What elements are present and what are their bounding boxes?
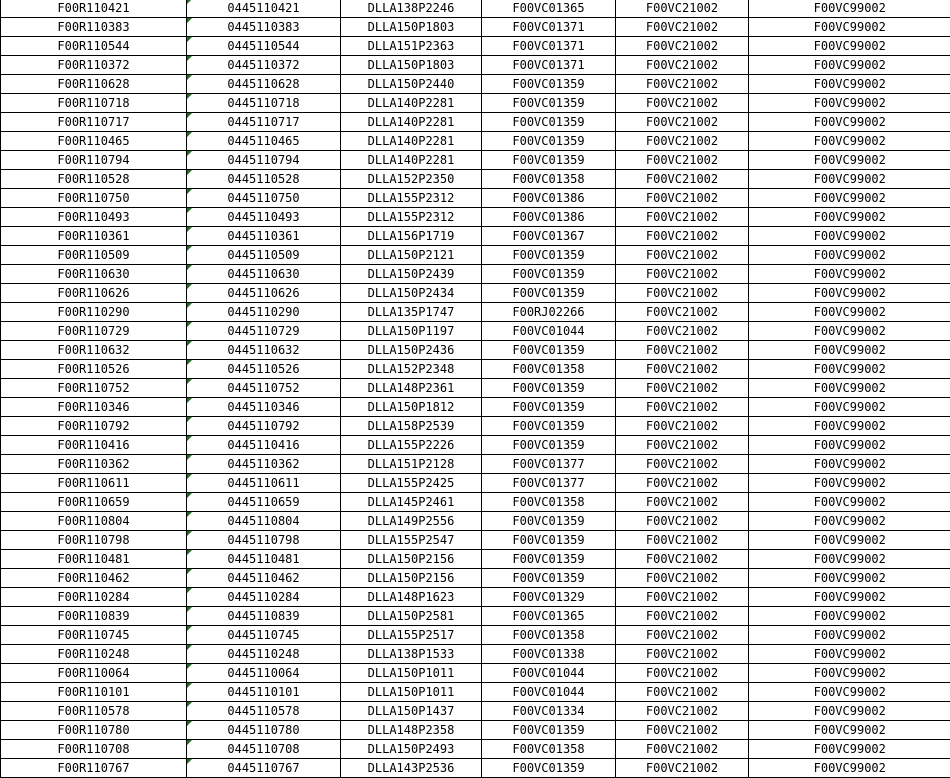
cell-injector-code[interactable]: 0445110708 [187, 740, 341, 759]
cell-kit-code[interactable]: F00VC99002 [749, 607, 950, 626]
cell-nozzle-assembly-code[interactable]: F00R110383 [1, 18, 187, 37]
cell-valve-body-code[interactable]: F00VC21002 [616, 474, 749, 493]
table-row [1, 512, 950, 531]
cell-injector-code[interactable]: 0445110750 [187, 189, 341, 208]
cell-injector-code[interactable]: 0445110481 [187, 550, 341, 569]
cell-kit-code[interactable]: F00VC99002 [749, 246, 950, 265]
table-row [1, 56, 950, 75]
cell-kit-code[interactable]: F00VC99002 [749, 455, 950, 474]
cell-kit-code[interactable]: F00VC99002 [749, 531, 950, 550]
cell-nozzle-code[interactable]: DLLA138P1533 [341, 645, 482, 664]
cell-nozzle-assembly-code[interactable]: F00R110465 [1, 132, 187, 151]
cell-nozzle-assembly-code[interactable]: F00R110346 [1, 398, 187, 417]
spreadsheet-body [1, 0, 950, 778]
cell-nozzle-assembly-code[interactable]: F00R110839 [1, 607, 187, 626]
cell-kit-code[interactable]: F00VC99002 [749, 569, 950, 588]
cell-injector-code[interactable]: 0445110745 [187, 626, 341, 645]
cell-kit-code[interactable]: F00VC99002 [749, 37, 950, 56]
cell-kit-code[interactable]: F00VC99002 [749, 265, 950, 284]
cell-valve-code[interactable]: F00RJ02266 [482, 303, 616, 322]
cell-nozzle-code[interactable]: DLLA150P1812 [341, 398, 482, 417]
cell-nozzle-code[interactable]: DLLA148P2361 [341, 379, 482, 398]
cell-nozzle-assembly-code[interactable]: F00R110752 [1, 379, 187, 398]
cell-injector-code[interactable]: 0445110767 [187, 759, 341, 778]
cell-valve-code[interactable]: F00VC01358 [482, 740, 616, 759]
cell-injector-code[interactable]: 0445110804 [187, 512, 341, 531]
cell-kit-code[interactable]: F00VC99002 [749, 208, 950, 227]
cell-valve-body-code[interactable]: F00VC21002 [616, 702, 749, 721]
cell-injector-code[interactable]: 0445110383 [187, 18, 341, 37]
cell-nozzle-code[interactable]: DLLA156P1719 [341, 227, 482, 246]
cell-valve-body-code[interactable]: F00VC21002 [616, 759, 749, 778]
cell-valve-body-code[interactable]: F00VC21002 [616, 151, 749, 170]
cell-nozzle-assembly-code[interactable]: F00R110628 [1, 75, 187, 94]
cell-valve-body-code[interactable]: F00VC21002 [616, 189, 749, 208]
cell-kit-code[interactable]: F00VC99002 [749, 0, 950, 18]
cell-valve-body-code[interactable]: F00VC21002 [616, 37, 749, 56]
cell-kit-code[interactable]: F00VC99002 [749, 303, 950, 322]
cell-valve-code[interactable]: F00VC01359 [482, 75, 616, 94]
cell-injector-code[interactable]: 0445110544 [187, 37, 341, 56]
cell-nozzle-code[interactable]: DLLA150P2440 [341, 75, 482, 94]
cell-injector-code[interactable]: 0445110611 [187, 474, 341, 493]
cell-valve-code[interactable]: F00VC01358 [482, 493, 616, 512]
cell-nozzle-code[interactable]: DLLA150P2121 [341, 246, 482, 265]
table-row [1, 37, 950, 56]
cell-valve-code[interactable]: F00VC01386 [482, 208, 616, 227]
table-row [1, 341, 950, 360]
cell-valve-code[interactable]: F00VC01371 [482, 37, 616, 56]
cell-nozzle-code[interactable]: DLLA155P2517 [341, 626, 482, 645]
table-row [1, 303, 950, 322]
table-row [1, 94, 950, 113]
cell-injector-code[interactable]: 0445110628 [187, 75, 341, 94]
table-row [1, 721, 950, 740]
cell-injector-code[interactable]: 0445110284 [187, 588, 341, 607]
cell-injector-code[interactable]: 0445110526 [187, 360, 341, 379]
table-row [1, 189, 950, 208]
table-row [1, 360, 950, 379]
cell-nozzle-code[interactable]: DLLA155P2425 [341, 474, 482, 493]
cell-valve-code[interactable]: F00VC01358 [482, 170, 616, 189]
table-row [1, 208, 950, 227]
cell-nozzle-assembly-code[interactable]: F00R110421 [1, 0, 187, 18]
cell-valve-code[interactable]: F00VC01359 [482, 113, 616, 132]
table-row [1, 265, 950, 284]
cell-nozzle-assembly-code[interactable]: F00R110101 [1, 683, 187, 702]
cell-kit-code[interactable]: F00VC99002 [749, 474, 950, 493]
table-row [1, 132, 950, 151]
cell-valve-body-code[interactable]: F00VC21002 [616, 588, 749, 607]
cell-kit-code[interactable]: F00VC99002 [749, 18, 950, 37]
cell-nozzle-assembly-code[interactable]: F00R110248 [1, 645, 187, 664]
cell-valve-code[interactable]: F00VC01044 [482, 664, 616, 683]
cell-valve-body-code[interactable]: F00VC21002 [616, 284, 749, 303]
cell-kit-code[interactable]: F00VC99002 [749, 398, 950, 417]
cell-kit-code[interactable]: F00VC99002 [749, 284, 950, 303]
cell-nozzle-assembly-code[interactable]: F00R110611 [1, 474, 187, 493]
cell-nozzle-assembly-code[interactable]: F00R110659 [1, 493, 187, 512]
table-row [1, 626, 950, 645]
cell-injector-code[interactable]: 0445110248 [187, 645, 341, 664]
cell-nozzle-code[interactable]: DLLA149P2556 [341, 512, 482, 531]
cell-valve-body-code[interactable]: F00VC21002 [616, 18, 749, 37]
cell-valve-code[interactable]: F00VC01359 [482, 417, 616, 436]
cell-kit-code[interactable]: F00VC99002 [749, 740, 950, 759]
cell-valve-body-code[interactable]: F00VC21002 [616, 322, 749, 341]
cell-nozzle-assembly-code[interactable]: F00R110632 [1, 341, 187, 360]
cell-valve-body-code[interactable]: F00VC21002 [616, 607, 749, 626]
cell-valve-body-code[interactable]: F00VC21002 [616, 569, 749, 588]
cell-nozzle-code[interactable]: DLLA135P1747 [341, 303, 482, 322]
cell-valve-code[interactable]: F00VC01044 [482, 683, 616, 702]
cell-nozzle-assembly-code[interactable]: F00R110284 [1, 588, 187, 607]
cell-nozzle-code[interactable]: DLLA150P1803 [341, 18, 482, 37]
cell-nozzle-code[interactable]: DLLA155P2226 [341, 436, 482, 455]
cell-valve-code[interactable]: F00VC01359 [482, 512, 616, 531]
table-row [1, 227, 950, 246]
cell-kit-code[interactable]: F00VC99002 [749, 683, 950, 702]
cell-nozzle-assembly-code[interactable]: F00R110526 [1, 360, 187, 379]
cell-nozzle-assembly-code[interactable]: F00R110717 [1, 113, 187, 132]
table-row [1, 398, 950, 417]
table-row [1, 607, 950, 626]
cell-kit-code[interactable]: F00VC99002 [749, 360, 950, 379]
table-row [1, 113, 950, 132]
cell-nozzle-assembly-code[interactable]: F00R110767 [1, 759, 187, 778]
table-row [1, 740, 950, 759]
table-row [1, 588, 950, 607]
cell-valve-code[interactable]: F00VC01358 [482, 360, 616, 379]
cell-nozzle-assembly-code[interactable]: F00R110794 [1, 151, 187, 170]
table-row [1, 170, 950, 189]
cell-valve-body-code[interactable]: F00VC21002 [616, 493, 749, 512]
cell-valve-body-code[interactable]: F00VC21002 [616, 341, 749, 360]
table-row [1, 702, 950, 721]
table-row [1, 493, 950, 512]
cell-nozzle-code[interactable]: DLLA151P2363 [341, 37, 482, 56]
cell-valve-body-code[interactable]: F00VC21002 [616, 360, 749, 379]
cell-valve-code[interactable]: F00VC01044 [482, 322, 616, 341]
cell-valve-code[interactable]: F00VC01371 [482, 18, 616, 37]
cell-kit-code[interactable]: F00VC99002 [749, 170, 950, 189]
cell-valve-code[interactable]: F00VC01359 [482, 398, 616, 417]
cell-kit-code[interactable]: F00VC99002 [749, 721, 950, 740]
cell-injector-code[interactable]: 0445110064 [187, 664, 341, 683]
cell-injector-code[interactable]: 0445110416 [187, 436, 341, 455]
table-row [1, 246, 950, 265]
cell-kit-code[interactable]: F00VC99002 [749, 227, 950, 246]
table-row [1, 531, 950, 550]
cell-valve-code[interactable]: F00VC01377 [482, 455, 616, 474]
cell-kit-code[interactable]: F00VC99002 [749, 417, 950, 436]
cell-kit-code[interactable]: F00VC99002 [749, 493, 950, 512]
cell-injector-code[interactable]: 0445110346 [187, 398, 341, 417]
cell-nozzle-code[interactable]: DLLA150P1011 [341, 683, 482, 702]
cell-valve-body-code[interactable]: F00VC21002 [616, 208, 749, 227]
cell-valve-code[interactable]: F00VC01359 [482, 284, 616, 303]
cell-nozzle-assembly-code[interactable]: F00R110578 [1, 702, 187, 721]
cell-valve-body-code[interactable]: F00VC21002 [616, 664, 749, 683]
cell-nozzle-assembly-code[interactable]: F00R110750 [1, 189, 187, 208]
table-row [1, 550, 950, 569]
cell-nozzle-assembly-code[interactable]: F00R110745 [1, 626, 187, 645]
cell-valve-code[interactable]: F00VC01359 [482, 94, 616, 113]
cell-injector-code[interactable]: 0445110372 [187, 56, 341, 75]
cell-nozzle-assembly-code[interactable]: F00R110361 [1, 227, 187, 246]
cell-nozzle-assembly-code[interactable]: F00R110630 [1, 265, 187, 284]
cell-nozzle-code[interactable]: DLLA140P2281 [341, 113, 482, 132]
cell-valve-body-code[interactable]: F00VC21002 [616, 94, 749, 113]
cell-nozzle-assembly-code[interactable]: F00R110798 [1, 531, 187, 550]
cell-nozzle-code[interactable]: DLLA143P2536 [341, 759, 482, 778]
table-row [1, 664, 950, 683]
cell-kit-code[interactable]: F00VC99002 [749, 94, 950, 113]
cell-valve-body-code[interactable]: F00VC21002 [616, 170, 749, 189]
table-row [1, 569, 950, 588]
cell-valve-body-code[interactable]: F00VC21002 [616, 227, 749, 246]
cell-nozzle-code[interactable]: DLLA151P2128 [341, 455, 482, 474]
cell-nozzle-code[interactable]: DLLA140P2281 [341, 132, 482, 151]
cell-kit-code[interactable]: F00VC99002 [749, 56, 950, 75]
cell-injector-code[interactable]: 0445110780 [187, 721, 341, 740]
cell-valve-code[interactable]: F00VC01365 [482, 0, 616, 18]
cell-kit-code[interactable]: F00VC99002 [749, 132, 950, 151]
cell-nozzle-assembly-code[interactable]: F00R110528 [1, 170, 187, 189]
cell-injector-code[interactable]: 0445110717 [187, 113, 341, 132]
cell-injector-code[interactable]: 0445110101 [187, 683, 341, 702]
cell-injector-code[interactable]: 0445110659 [187, 493, 341, 512]
table-row [1, 18, 950, 37]
cell-valve-body-code[interactable]: F00VC21002 [616, 132, 749, 151]
cell-injector-code[interactable]: 0445110794 [187, 151, 341, 170]
cell-nozzle-code[interactable]: DLLA158P2539 [341, 417, 482, 436]
cell-nozzle-assembly-code[interactable]: F00R110780 [1, 721, 187, 740]
cell-kit-code[interactable]: F00VC99002 [749, 379, 950, 398]
cell-nozzle-code[interactable]: DLLA152P2350 [341, 170, 482, 189]
cell-valve-code[interactable]: F00VC01359 [482, 436, 616, 455]
cell-valve-body-code[interactable]: F00VC21002 [616, 0, 749, 18]
cell-injector-code[interactable]: 0445110752 [187, 379, 341, 398]
cell-injector-code[interactable]: 0445110462 [187, 569, 341, 588]
cell-nozzle-code[interactable]: DLLA150P1803 [341, 56, 482, 75]
cell-valve-code[interactable]: F00VC01359 [482, 151, 616, 170]
cell-injector-code[interactable]: 0445110798 [187, 531, 341, 550]
cell-kit-code[interactable]: F00VC99002 [749, 151, 950, 170]
cell-injector-code[interactable]: 0445110528 [187, 170, 341, 189]
table-row [1, 322, 950, 341]
cell-injector-code[interactable]: 0445110290 [187, 303, 341, 322]
cell-nozzle-assembly-code[interactable]: F00R110290 [1, 303, 187, 322]
cell-nozzle-code[interactable]: DLLA150P2434 [341, 284, 482, 303]
cell-nozzle-code[interactable]: DLLA155P2547 [341, 531, 482, 550]
cell-valve-code[interactable]: F00VC01377 [482, 474, 616, 493]
cell-nozzle-code[interactable]: DLLA150P2581 [341, 607, 482, 626]
cell-kit-code[interactable]: F00VC99002 [749, 664, 950, 683]
cell-valve-body-code[interactable]: F00VC21002 [616, 683, 749, 702]
table-row [1, 645, 950, 664]
cell-valve-code[interactable]: F00VC01359 [482, 379, 616, 398]
cell-nozzle-code[interactable]: DLLA152P2348 [341, 360, 482, 379]
cell-injector-code[interactable]: 0445110578 [187, 702, 341, 721]
table-row [1, 75, 950, 94]
cell-nozzle-code[interactable]: DLLA150P2439 [341, 265, 482, 284]
cell-nozzle-assembly-code[interactable]: F00R110064 [1, 664, 187, 683]
table-row [1, 379, 950, 398]
cell-nozzle-code[interactable]: DLLA150P2436 [341, 341, 482, 360]
cell-nozzle-assembly-code[interactable]: F00R110708 [1, 740, 187, 759]
cell-valve-code[interactable]: F00VC01367 [482, 227, 616, 246]
cell-kit-code[interactable]: F00VC99002 [749, 588, 950, 607]
cell-nozzle-assembly-code[interactable]: F00R110509 [1, 246, 187, 265]
cell-valve-code[interactable]: F00VC01386 [482, 189, 616, 208]
cell-nozzle-code[interactable]: DLLA138P2246 [341, 0, 482, 18]
cell-nozzle-code[interactable]: DLLA148P1623 [341, 588, 482, 607]
cell-kit-code[interactable]: F00VC99002 [749, 645, 950, 664]
cell-valve-code[interactable]: F00VC01359 [482, 569, 616, 588]
cell-nozzle-code[interactable]: DLLA145P2461 [341, 493, 482, 512]
cell-valve-code[interactable]: F00VC01358 [482, 626, 616, 645]
table-row [1, 474, 950, 493]
cell-valve-body-code[interactable]: F00VC21002 [616, 626, 749, 645]
table-row [1, 455, 950, 474]
cell-valve-body-code[interactable]: F00VC21002 [616, 740, 749, 759]
cell-kit-code[interactable]: F00VC99002 [749, 512, 950, 531]
cell-nozzle-assembly-code[interactable]: F00R110462 [1, 569, 187, 588]
cell-injector-code[interactable]: 0445110839 [187, 607, 341, 626]
cell-valve-body-code[interactable]: F00VC21002 [616, 436, 749, 455]
cell-nozzle-assembly-code[interactable]: F00R110481 [1, 550, 187, 569]
cell-valve-body-code[interactable]: F00VC21002 [616, 455, 749, 474]
cell-kit-code[interactable]: F00VC99002 [749, 759, 950, 778]
cell-nozzle-code[interactable]: DLLA140P2281 [341, 151, 482, 170]
cell-kit-code[interactable]: F00VC99002 [749, 189, 950, 208]
cell-valve-code[interactable]: F00VC01359 [482, 341, 616, 360]
cell-nozzle-code[interactable]: DLLA148P2358 [341, 721, 482, 740]
cell-valve-body-code[interactable]: F00VC21002 [616, 379, 749, 398]
cell-valve-body-code[interactable]: F00VC21002 [616, 531, 749, 550]
cell-injector-code[interactable]: 0445110630 [187, 265, 341, 284]
cell-injector-code[interactable]: 0445110626 [187, 284, 341, 303]
cell-kit-code[interactable]: F00VC99002 [749, 702, 950, 721]
cell-valve-code[interactable]: F00VC01334 [482, 702, 616, 721]
cell-nozzle-assembly-code[interactable]: F00R110493 [1, 208, 187, 227]
cell-kit-code[interactable]: F00VC99002 [749, 75, 950, 94]
cell-kit-code[interactable]: F00VC99002 [749, 550, 950, 569]
cell-valve-code[interactable]: F00VC01338 [482, 645, 616, 664]
cell-valve-code[interactable]: F00VC01371 [482, 56, 616, 75]
table-row [1, 284, 950, 303]
cell-injector-code[interactable]: 0445110729 [187, 322, 341, 341]
cell-nozzle-code[interactable]: DLLA155P2312 [341, 208, 482, 227]
cell-nozzle-code[interactable]: DLLA150P1437 [341, 702, 482, 721]
cell-injector-code[interactable]: 0445110362 [187, 455, 341, 474]
cell-nozzle-assembly-code[interactable]: F00R110372 [1, 56, 187, 75]
cell-valve-body-code[interactable]: F00VC21002 [616, 417, 749, 436]
cell-valve-code[interactable]: F00VC01329 [482, 588, 616, 607]
table-row [1, 0, 950, 18]
cell-kit-code[interactable]: F00VC99002 [749, 113, 950, 132]
cell-injector-code[interactable]: 0445110421 [187, 0, 341, 18]
table-row [1, 759, 950, 778]
cell-nozzle-assembly-code[interactable]: F00R110804 [1, 512, 187, 531]
cell-kit-code[interactable]: F00VC99002 [749, 341, 950, 360]
cell-valve-body-code[interactable]: F00VC21002 [616, 75, 749, 94]
cell-valve-code[interactable]: F00VC01359 [482, 721, 616, 740]
cell-nozzle-assembly-code[interactable]: F00R110729 [1, 322, 187, 341]
cell-nozzle-code[interactable]: DLLA155P2312 [341, 189, 482, 208]
cell-valve-code[interactable]: F00VC01365 [482, 607, 616, 626]
cell-injector-code[interactable]: 0445110792 [187, 417, 341, 436]
cell-nozzle-assembly-code[interactable]: F00R110626 [1, 284, 187, 303]
table-row [1, 417, 950, 436]
cell-valve-body-code[interactable]: F00VC21002 [616, 303, 749, 322]
cell-nozzle-assembly-code[interactable]: F00R110544 [1, 37, 187, 56]
cell-nozzle-code[interactable]: DLLA150P2493 [341, 740, 482, 759]
cell-injector-code[interactable]: 0445110509 [187, 246, 341, 265]
cell-valve-body-code[interactable]: F00VC21002 [616, 512, 749, 531]
cell-valve-code[interactable]: F00VC01359 [482, 531, 616, 550]
cell-injector-code[interactable]: 0445110493 [187, 208, 341, 227]
cell-nozzle-code[interactable]: DLLA150P1197 [341, 322, 482, 341]
cell-valve-body-code[interactable]: F00VC21002 [616, 56, 749, 75]
cell-valve-body-code[interactable]: F00VC21002 [616, 398, 749, 417]
cell-valve-code[interactable]: F00VC01359 [482, 246, 616, 265]
cell-valve-body-code[interactable]: F00VC21002 [616, 265, 749, 284]
cell-kit-code[interactable]: F00VC99002 [749, 626, 950, 645]
cell-valve-code[interactable]: F00VC01359 [482, 132, 616, 151]
cell-valve-body-code[interactable]: F00VC21002 [616, 550, 749, 569]
cell-valve-body-code[interactable]: F00VC21002 [616, 645, 749, 664]
cell-injector-code[interactable]: 0445110718 [187, 94, 341, 113]
cell-injector-code[interactable]: 0445110361 [187, 227, 341, 246]
cell-valve-code[interactable]: F00VC01359 [482, 265, 616, 284]
cell-nozzle-code[interactable]: DLLA150P2156 [341, 550, 482, 569]
cell-nozzle-code[interactable]: DLLA140P2281 [341, 94, 482, 113]
table-row [1, 436, 950, 455]
cell-nozzle-assembly-code[interactable]: F00R110718 [1, 94, 187, 113]
cell-nozzle-code[interactable]: DLLA150P2156 [341, 569, 482, 588]
cell-nozzle-assembly-code[interactable]: F00R110362 [1, 455, 187, 474]
cell-nozzle-code[interactable]: DLLA150P1011 [341, 664, 482, 683]
cell-nozzle-assembly-code[interactable]: F00R110416 [1, 436, 187, 455]
cell-injector-code[interactable]: 0445110465 [187, 132, 341, 151]
cell-kit-code[interactable]: F00VC99002 [749, 436, 950, 455]
cell-valve-code[interactable]: F00VC01359 [482, 550, 616, 569]
cell-injector-code[interactable]: 0445110632 [187, 341, 341, 360]
cell-valve-code[interactable]: F00VC01359 [482, 759, 616, 778]
cell-valve-body-code[interactable]: F00VC21002 [616, 721, 749, 740]
table-row [1, 151, 950, 170]
table-row [1, 683, 950, 702]
cell-nozzle-assembly-code[interactable]: F00R110792 [1, 417, 187, 436]
cell-kit-code[interactable]: F00VC99002 [749, 322, 950, 341]
cell-valve-body-code[interactable]: F00VC21002 [616, 113, 749, 132]
cell-valve-body-code[interactable]: F00VC21002 [616, 246, 749, 265]
